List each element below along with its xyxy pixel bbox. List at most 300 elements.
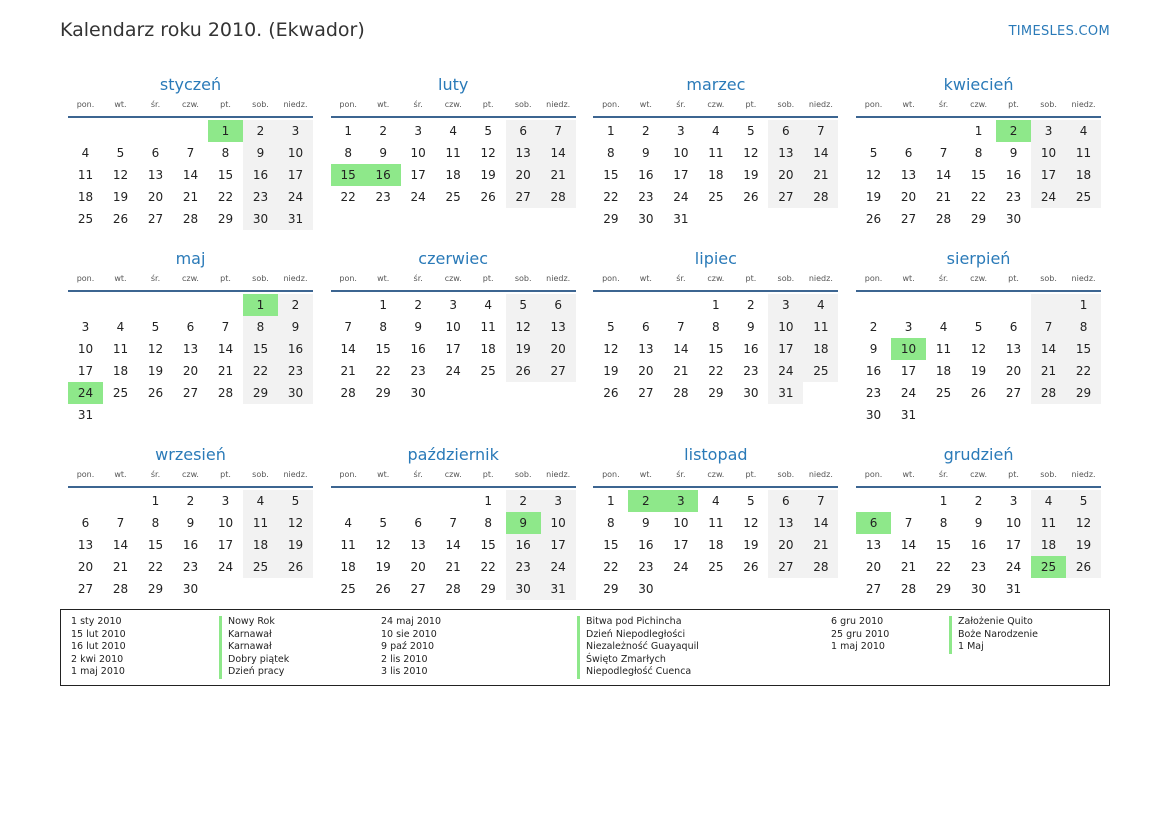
day-cell: 8 xyxy=(379,320,387,334)
days-grid xyxy=(593,120,838,230)
day-cell: 24 xyxy=(673,560,689,574)
day-cell: 21 xyxy=(182,190,199,204)
day-cell: 26 xyxy=(112,212,129,226)
weekday-label: pt. xyxy=(1008,470,1019,479)
weekday-header xyxy=(593,272,838,292)
month-12 xyxy=(856,442,1101,602)
day-cell: 23 xyxy=(506,556,541,578)
day-blank xyxy=(926,294,961,316)
day-cell: 16 xyxy=(638,168,654,182)
weekday-label: śr. xyxy=(150,470,161,479)
day-cell: 20 xyxy=(410,560,426,574)
day-cell: 12 xyxy=(480,146,496,160)
day-cell: 22 xyxy=(217,190,234,204)
month-name: październik xyxy=(407,445,499,464)
day-cell: 30 xyxy=(743,386,759,400)
day-cell: 20 xyxy=(77,560,94,574)
day-cell: 23 xyxy=(865,386,882,400)
weekday-label: śr. xyxy=(413,274,423,283)
day-cell: 9 xyxy=(1009,146,1018,160)
legend-holiday-name: 1 Maj xyxy=(949,641,1038,654)
day-cell: 8 xyxy=(221,146,230,160)
day-cell: 28 xyxy=(803,186,838,208)
day-cell: 16 xyxy=(970,538,987,552)
day-cell: 22 xyxy=(935,560,952,574)
weekday-label: niedz. xyxy=(808,470,833,479)
day-cell: 22 xyxy=(603,560,619,574)
day-cell: 10 xyxy=(278,142,313,164)
day-cell: 20 xyxy=(865,560,882,574)
day-blank xyxy=(961,294,996,316)
day-cell: 8 xyxy=(607,516,615,530)
days-grid xyxy=(856,490,1101,600)
weekday-label: niedz. xyxy=(283,100,308,109)
day-cell: 24 xyxy=(900,386,917,400)
day-cell: 8 xyxy=(974,146,983,160)
day-cell: 26 xyxy=(743,560,759,574)
day-cell: 1 xyxy=(712,298,720,312)
day-cell: 6 xyxy=(768,120,803,142)
day-cell: 16 xyxy=(243,164,278,186)
day-blank xyxy=(103,490,138,512)
legend-date: 2 lis 2010 xyxy=(381,653,428,665)
day-cell: 24 xyxy=(278,186,313,208)
day-cell: 3 xyxy=(414,124,422,138)
day-cell: 12 xyxy=(865,168,882,182)
day-blank xyxy=(856,120,891,142)
day-cell: 26 xyxy=(506,360,541,382)
day-cell: 10 xyxy=(217,516,234,530)
legend-holiday-name: Nowy Rok xyxy=(219,616,289,629)
day-cell: 22 xyxy=(243,360,278,382)
day-cell: 29 xyxy=(375,386,391,400)
day-cell: 14 xyxy=(900,538,917,552)
weekday-label: wt. xyxy=(377,470,390,479)
weekday-label: pon. xyxy=(339,274,357,283)
day-cell: 23 xyxy=(638,560,654,574)
day-cell: 4 xyxy=(1066,120,1101,142)
day-cell: 26 xyxy=(743,190,759,204)
day-cell: 27 xyxy=(1005,386,1022,400)
day-cell: 1 xyxy=(939,494,948,508)
day-cell: 12 xyxy=(278,512,313,534)
weekday-label: pon. xyxy=(602,274,620,283)
day-cell: 1 xyxy=(974,124,983,138)
month-5 xyxy=(68,246,313,442)
weekday-label: pt. xyxy=(482,470,494,479)
day-cell: 4 xyxy=(81,146,90,160)
day-cell: 21 xyxy=(673,364,689,378)
day-cell: 19 xyxy=(865,190,882,204)
legend-holiday-name: Bitwa pod Pichincha xyxy=(577,616,699,629)
holiday-day-cell: 2 xyxy=(996,120,1031,142)
weekday-label: pon. xyxy=(339,100,357,109)
weekday-label: śr. xyxy=(150,274,161,283)
month-name: kwiecień xyxy=(943,75,1014,94)
day-cell: 4 xyxy=(484,298,492,312)
day-cell: 27 xyxy=(182,386,199,400)
day-cell: 16 xyxy=(743,342,759,356)
day-cell: 14 xyxy=(935,168,952,182)
day-cell: 7 xyxy=(904,516,913,530)
day-cell: 23 xyxy=(278,360,313,382)
weekday-label: wt. xyxy=(902,274,915,283)
month-7 xyxy=(593,246,838,442)
day-cell: 7 xyxy=(1031,316,1066,338)
weekday-label: sob. xyxy=(1040,470,1057,479)
day-cell: 28 xyxy=(340,386,356,400)
day-cell: 23 xyxy=(182,560,199,574)
day-cell: 2 xyxy=(869,320,878,334)
legend-date: 2 kwi 2010 xyxy=(71,653,124,665)
day-cell: 29 xyxy=(603,582,619,596)
day-cell: 9 xyxy=(642,146,650,160)
weekday-label: pt. xyxy=(220,100,231,109)
holiday-day-cell: 2 xyxy=(628,490,663,512)
day-cell: 19 xyxy=(112,190,129,204)
legend-holiday-name: Święto Zmarłych xyxy=(577,654,699,667)
day-cell: 16 xyxy=(410,342,426,356)
day-cell: 17 xyxy=(768,338,803,360)
day-cell: 5 xyxy=(278,490,313,512)
day-cell: 31 xyxy=(768,382,803,404)
day-blank xyxy=(138,120,173,142)
day-cell: 27 xyxy=(506,186,541,208)
day-cell: 5 xyxy=(151,320,160,334)
day-cell: 10 xyxy=(410,146,426,160)
day-cell: 14 xyxy=(112,538,129,552)
day-cell: 9 xyxy=(243,142,278,164)
weekday-header xyxy=(331,468,576,488)
legend-holiday-name: Dzień pracy xyxy=(219,666,289,679)
day-cell: 18 xyxy=(480,342,496,356)
day-blank xyxy=(593,294,628,316)
legend-date: 3 lis 2010 xyxy=(381,666,428,678)
day-cell: 21 xyxy=(803,534,838,556)
day-cell: 27 xyxy=(638,386,654,400)
day-cell: 18 xyxy=(445,168,461,182)
day-cell: 26 xyxy=(603,386,619,400)
weekday-label: śr. xyxy=(676,470,686,479)
day-cell: 12 xyxy=(506,316,541,338)
days-grid xyxy=(68,120,313,230)
legend-date: 1 maj 2010 xyxy=(71,666,125,678)
day-cell: 12 xyxy=(375,538,391,552)
day-cell: 13 xyxy=(77,538,94,552)
day-cell: 26 xyxy=(375,582,391,596)
day-cell: 3 xyxy=(1009,494,1018,508)
legend-holiday-name: Karnawał xyxy=(219,629,289,642)
day-cell: 12 xyxy=(743,146,759,160)
weekday-header xyxy=(331,272,576,292)
day-cell: 28 xyxy=(445,582,461,596)
weekday-label: pon. xyxy=(864,100,883,109)
day-cell: 7 xyxy=(803,120,838,142)
day-cell: 8 xyxy=(939,516,948,530)
weekday-label: pon. xyxy=(76,100,95,109)
day-cell: 19 xyxy=(743,168,759,182)
day-cell: 13 xyxy=(900,168,917,182)
day-cell: 17 xyxy=(77,364,94,378)
legend-date: 25 gru 2010 xyxy=(831,628,890,640)
day-cell: 29 xyxy=(147,582,164,596)
day-cell: 8 xyxy=(607,146,615,160)
day-cell: 15 xyxy=(217,168,234,182)
weekday-label: wt. xyxy=(114,470,127,479)
calendar-grid xyxy=(68,72,1101,602)
day-cell: 29 xyxy=(603,212,619,226)
day-cell: 12 xyxy=(112,168,129,182)
day-cell: 20 xyxy=(147,190,164,204)
day-cell: 24 xyxy=(1031,186,1066,208)
day-cell: 15 xyxy=(480,538,496,552)
day-cell: 5 xyxy=(1066,490,1101,512)
month-name: marzec xyxy=(686,75,746,94)
day-cell: 20 xyxy=(182,364,199,378)
month-name: czerwiec xyxy=(418,249,489,268)
day-cell: 26 xyxy=(1066,556,1101,578)
day-cell: 16 xyxy=(182,538,199,552)
weekday-label: pon. xyxy=(864,470,883,479)
weekday-label: pt. xyxy=(482,100,494,109)
weekday-label: czw. xyxy=(444,100,462,109)
day-blank xyxy=(436,490,471,512)
weekday-label: pt. xyxy=(220,274,231,283)
day-cell: 23 xyxy=(410,364,426,378)
day-cell: 18 xyxy=(243,534,278,556)
day-cell: 28 xyxy=(112,582,129,596)
day-cell: 17 xyxy=(278,164,313,186)
weekday-label: czw. xyxy=(707,470,725,479)
holiday-day-cell: 3 xyxy=(663,490,698,512)
day-cell: 2 xyxy=(379,124,387,138)
day-cell: 31 xyxy=(673,212,689,226)
weekday-label: sob. xyxy=(777,274,795,283)
holiday-day-cell: 15 xyxy=(331,164,366,186)
day-cell: 13 xyxy=(768,142,803,164)
weekday-label: śr. xyxy=(938,100,949,109)
day-cell: 28 xyxy=(1031,382,1066,404)
weekday-label: wt. xyxy=(902,470,915,479)
weekday-label: wt. xyxy=(639,470,652,479)
day-cell: 3 xyxy=(81,320,90,334)
day-cell: 30 xyxy=(243,208,278,230)
day-cell: 9 xyxy=(869,342,878,356)
day-cell: 13 xyxy=(768,512,803,534)
day-blank xyxy=(366,490,401,512)
weekday-label: pon. xyxy=(339,470,357,479)
day-cell: 18 xyxy=(935,364,952,378)
day-cell: 22 xyxy=(375,364,391,378)
weekday-header xyxy=(856,98,1101,118)
day-cell: 3 xyxy=(541,490,576,512)
day-cell: 24 xyxy=(673,190,689,204)
day-cell: 11 xyxy=(803,316,838,338)
days-grid xyxy=(593,490,838,600)
day-cell: 30 xyxy=(410,386,426,400)
day-cell: 18 xyxy=(112,364,129,378)
day-blank xyxy=(891,120,926,142)
day-cell: 14 xyxy=(803,512,838,534)
day-blank xyxy=(103,294,138,316)
day-cell: 17 xyxy=(445,342,461,356)
day-cell: 19 xyxy=(278,534,313,556)
day-cell: 2 xyxy=(506,490,541,512)
day-cell: 4 xyxy=(243,490,278,512)
day-cell: 16 xyxy=(865,364,882,378)
weekday-label: śr. xyxy=(938,470,949,479)
day-cell: 21 xyxy=(803,164,838,186)
weekday-label: sob. xyxy=(777,470,795,479)
legend-date: 16 lut 2010 xyxy=(71,641,126,653)
weekday-label: wt. xyxy=(639,100,652,109)
day-cell: 27 xyxy=(865,582,882,596)
day-cell: 30 xyxy=(506,578,541,600)
month-10 xyxy=(331,442,576,602)
day-cell: 30 xyxy=(865,408,882,422)
legend-date: 1 maj 2010 xyxy=(831,641,885,653)
day-cell: 25 xyxy=(1066,186,1101,208)
day-cell: 17 xyxy=(410,168,426,182)
day-cell: 28 xyxy=(541,186,576,208)
day-blank xyxy=(926,120,961,142)
month-2 xyxy=(331,72,576,246)
day-cell: 19 xyxy=(375,560,391,574)
day-cell: 14 xyxy=(1031,338,1066,360)
day-cell: 15 xyxy=(970,168,987,182)
day-blank xyxy=(856,490,891,512)
holiday-legend xyxy=(60,609,1110,686)
brand-link[interactable]: TIMESLES.COM xyxy=(1008,24,1110,39)
month-name: maj xyxy=(175,249,206,268)
day-blank xyxy=(996,294,1031,316)
weekday-label: sob. xyxy=(252,470,269,479)
day-cell: 27 xyxy=(768,556,803,578)
day-cell: 21 xyxy=(935,190,952,204)
weekday-label: sob. xyxy=(1040,274,1057,283)
day-cell: 10 xyxy=(768,316,803,338)
day-cell: 12 xyxy=(743,516,759,530)
days-grid xyxy=(856,294,1101,426)
day-cell: 7 xyxy=(677,320,685,334)
day-cell: 17 xyxy=(1005,538,1022,552)
weekday-header xyxy=(68,272,313,292)
day-cell: 24 xyxy=(217,560,234,574)
day-cell: 13 xyxy=(182,342,199,356)
day-cell: 18 xyxy=(340,560,356,574)
day-blank xyxy=(1031,294,1066,316)
day-cell: 28 xyxy=(217,386,234,400)
day-cell: 15 xyxy=(935,538,952,552)
day-cell: 5 xyxy=(974,320,983,334)
legend-holiday-name: Boże Narodzenie xyxy=(949,629,1038,642)
day-cell: 7 xyxy=(803,490,838,512)
day-cell: 10 xyxy=(77,342,94,356)
day-cell: 12 xyxy=(147,342,164,356)
day-blank xyxy=(401,490,436,512)
weekday-label: sob. xyxy=(252,100,269,109)
day-cell: 1 xyxy=(607,124,615,138)
day-cell: 2 xyxy=(278,294,313,316)
day-cell: 31 xyxy=(900,408,917,422)
day-blank xyxy=(173,120,208,142)
day-cell: 19 xyxy=(147,364,164,378)
weekday-label: niedz. xyxy=(546,274,571,283)
day-cell: 29 xyxy=(217,212,234,226)
day-cell: 27 xyxy=(410,582,426,596)
weekday-label: śr. xyxy=(938,274,949,283)
weekday-label: sob. xyxy=(777,100,795,109)
day-cell: 24 xyxy=(410,190,426,204)
weekday-header xyxy=(593,98,838,118)
day-cell: 24 xyxy=(768,360,803,382)
month-6 xyxy=(331,246,576,442)
day-cell: 24 xyxy=(1005,560,1022,574)
day-cell: 26 xyxy=(278,556,313,578)
day-cell: 31 xyxy=(1005,582,1022,596)
day-cell: 6 xyxy=(506,120,541,142)
month-1 xyxy=(68,72,313,246)
day-cell: 25 xyxy=(708,560,724,574)
weekday-header xyxy=(593,468,838,488)
weekday-label: śr. xyxy=(150,100,161,109)
day-cell: 12 xyxy=(1066,512,1101,534)
day-cell: 11 xyxy=(340,538,356,552)
day-blank xyxy=(208,294,243,316)
weekday-label: czw. xyxy=(707,274,725,283)
day-blank xyxy=(663,294,698,316)
month-3 xyxy=(593,72,838,246)
day-cell: 16 xyxy=(278,338,313,360)
day-cell: 15 xyxy=(708,342,724,356)
holiday-day-cell: 16 xyxy=(366,164,401,186)
weekday-label: niedz. xyxy=(283,274,308,283)
day-cell: 5 xyxy=(116,146,125,160)
day-cell: 30 xyxy=(970,582,987,596)
day-cell: 10 xyxy=(673,516,689,530)
day-cell: 9 xyxy=(414,320,422,334)
weekday-label: pt. xyxy=(1008,100,1019,109)
legend-holiday-name: Założenie Quito xyxy=(949,616,1038,629)
legend-names-3 xyxy=(949,616,1038,654)
day-cell: 17 xyxy=(217,538,234,552)
day-cell: 25 xyxy=(112,386,129,400)
month-9 xyxy=(68,442,313,602)
day-cell: 5 xyxy=(506,294,541,316)
day-cell: 23 xyxy=(970,560,987,574)
day-cell: 17 xyxy=(673,538,689,552)
month-name: luty xyxy=(438,75,469,94)
day-blank xyxy=(68,120,103,142)
day-cell: 18 xyxy=(708,538,724,552)
day-cell: 10 xyxy=(445,320,461,334)
day-cell: 9 xyxy=(278,316,313,338)
legend-holiday-name: Niezależność Guayaquil xyxy=(577,641,699,654)
weekday-label: wt. xyxy=(639,274,652,283)
month-name: listopad xyxy=(684,445,748,464)
day-cell: 14 xyxy=(673,342,689,356)
day-cell: 20 xyxy=(638,364,654,378)
day-cell: 6 xyxy=(1009,320,1018,334)
day-cell: 29 xyxy=(480,582,496,596)
day-cell: 8 xyxy=(1066,316,1101,338)
weekday-header xyxy=(68,468,313,488)
day-cell: 18 xyxy=(1066,164,1101,186)
day-cell: 4 xyxy=(1031,490,1066,512)
day-cell: 13 xyxy=(147,168,164,182)
day-cell: 23 xyxy=(375,190,391,204)
day-cell: 23 xyxy=(243,186,278,208)
